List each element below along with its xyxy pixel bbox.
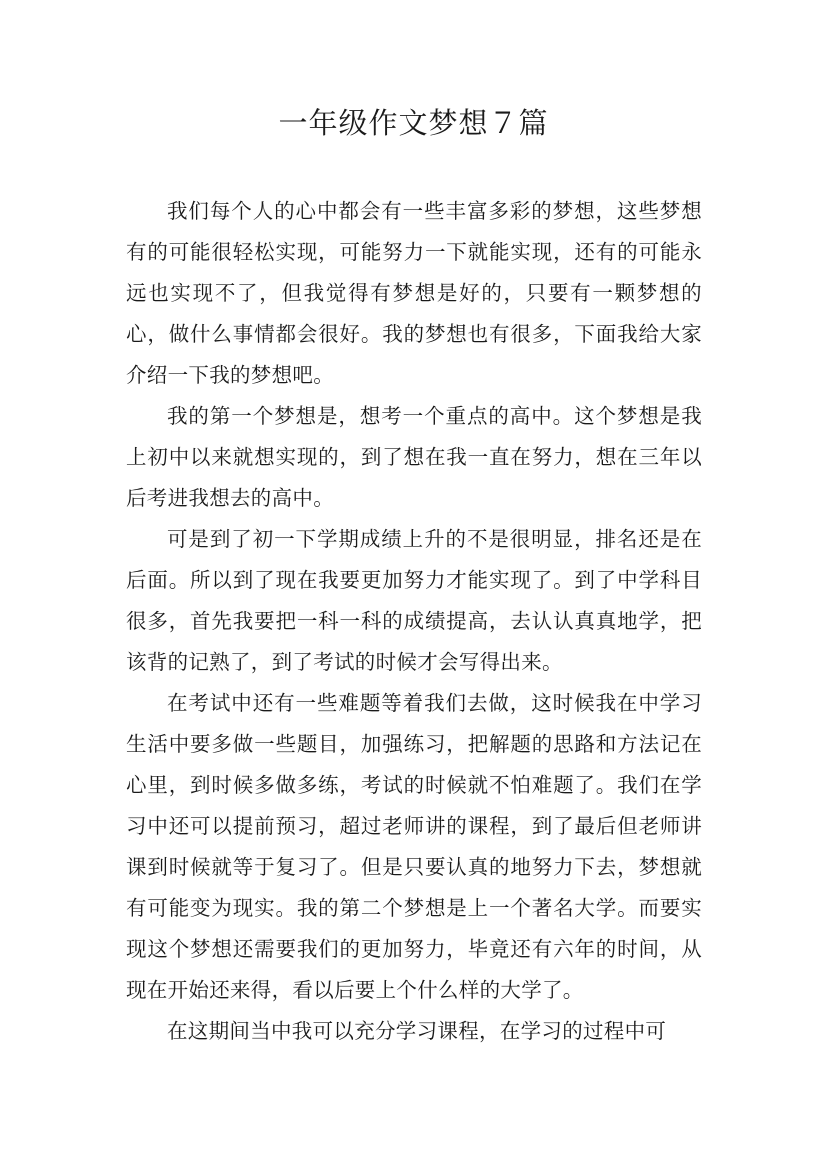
paragraph-4: 在考试中还有一些难题等着我们去做，这时候我在中学习生活中要多做一些题目，加强练习，把解题的思路和方法记在心里，到时候多做多练，考试的时候就不怕难题了。我们在学习中还可以提前预习，超过老师讲的课程，到了最后但老师讲课到时候就等于复习了。但是只要认真的地努力下去，梦想就有可能变为现实。我的第二个梦想是上一个著名大学。而要实现这个梦想还需要我们的更加努力，毕竟还有六年的时间，从现在开始还来得，看以后要上个什么样的大学了。 bbox=[126, 691, 702, 1002]
paragraph-2: 我的第一个梦想是，想考一个重点的高中。这个梦想是我上初中以来就想实现的，到了想在我一直在努力，想在三年以后考进我想去的高中。 bbox=[126, 404, 702, 510]
paragraph-5: 在这期间当中我可以充分学习课程，在学习的过程中可 bbox=[167, 1019, 667, 1043]
paragraph-3: 可是到了初一下学期成绩上升的不是很明显，排名还是在后面。所以到了现在我要更加努力才能实现了。到了中学科目很多，首先我要把一科一科的成绩提高，去认认真真地学，把该背的记熟了，到了考试的时候才会写得出来。 bbox=[126, 527, 702, 674]
document-title: 一年级作文梦想７篇 bbox=[278, 106, 549, 140]
document-body bbox=[126, 191, 702, 1052]
paragraph-1: 我们每个人的心中都会有一些丰富多彩的梦想，这些梦想有的可能很轻松实现，可能努力一下就能实现，还有的可能永远也实现不了，但我觉得有梦想是好的，只要有一颗梦想的心，做什么事情都会很好。我的梦想也有很多，下面我给大家介绍一下我的梦想吧。 bbox=[126, 199, 702, 387]
